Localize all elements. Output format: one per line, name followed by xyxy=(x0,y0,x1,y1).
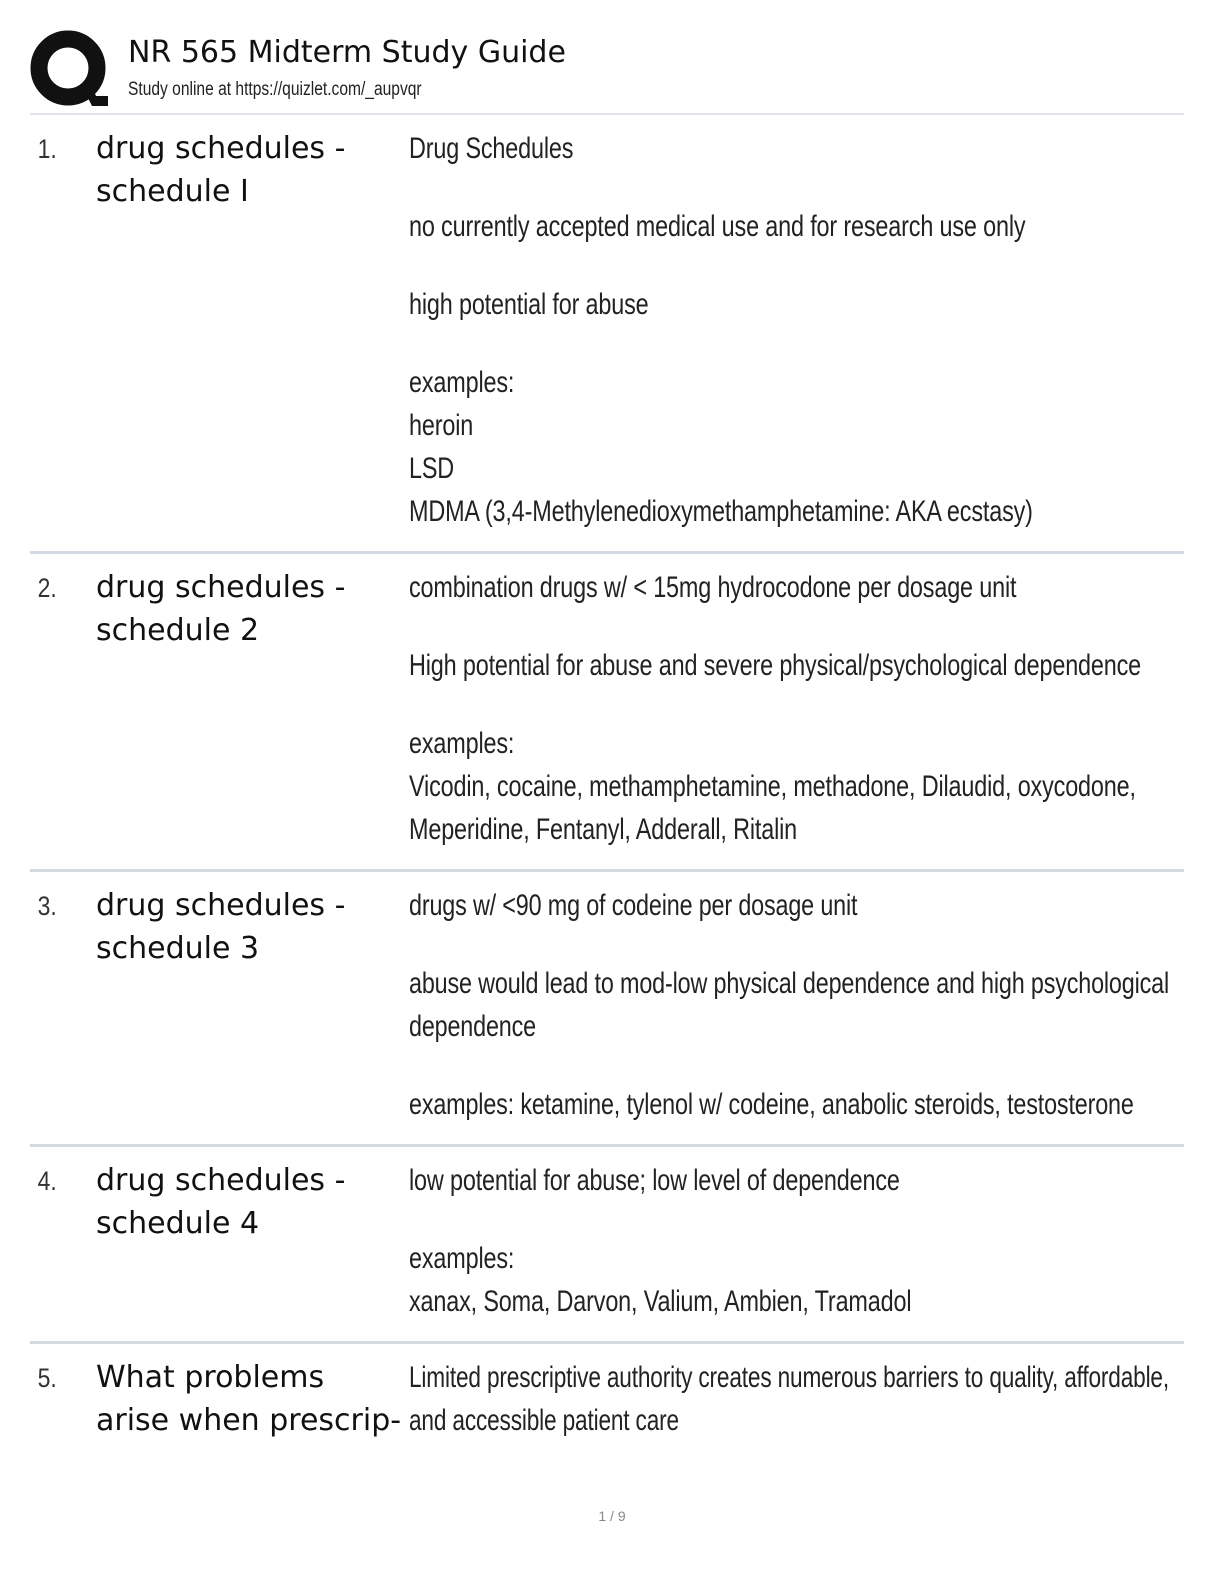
term-line: drug schedules - xyxy=(96,888,346,923)
card-definition xyxy=(409,1147,1184,1341)
definition-line: Vicodin, cocaine, methamphetamine, methadone, Dilaudid, oxycodone, xyxy=(409,770,1136,803)
definition-line: no currently accepted medical use and for research use only xyxy=(409,210,1026,243)
card-number: 4. xyxy=(37,1166,57,1196)
card-term xyxy=(96,1147,409,1341)
card-definition xyxy=(409,115,1184,551)
definition-line: combination drugs w/ < 15mg hydrocodone per dosage unit xyxy=(409,571,1017,604)
card-definition xyxy=(409,554,1184,869)
term-line: schedule 4 xyxy=(96,1206,260,1241)
definition-spacer xyxy=(409,1048,1012,1083)
definition-line: high potential for abuse xyxy=(409,288,649,321)
card-term xyxy=(96,554,409,869)
term-line: schedule 2 xyxy=(96,613,260,648)
definition-line: examples: ketamine, tylenol w/ codeine, anabolic steroids, testosterone xyxy=(409,1088,1134,1121)
flashcard-row xyxy=(30,1344,1184,1460)
definition-line: and accessible patient care xyxy=(409,1404,679,1437)
card-number: 5. xyxy=(37,1363,57,1393)
definition-line: low potential for abuse; low level of dependence xyxy=(409,1164,900,1197)
definition-spacer xyxy=(409,170,1014,205)
definition-spacer xyxy=(409,1202,1014,1237)
definition-line: Drug Schedules xyxy=(409,132,574,165)
definition-line: examples: xyxy=(409,366,515,399)
term-line: What problems xyxy=(96,1360,325,1395)
card-definition xyxy=(409,1344,1184,1460)
definition-line: MDMA (3,4-Methylenedioxymethamphetamine: AKA ecstasy) xyxy=(409,495,1033,528)
page-header xyxy=(30,30,1184,114)
term-line: schedule 3 xyxy=(96,931,260,966)
card-number: 1. xyxy=(37,134,57,164)
definition-line: abuse would lead to mod-low physical dependence and high psychological xyxy=(409,967,1169,1000)
definition-line: examples: xyxy=(409,727,515,760)
flashcard-list xyxy=(30,115,1184,1460)
flashcard-row xyxy=(30,872,1184,1147)
definition-spacer xyxy=(409,326,1014,361)
card-number: 2. xyxy=(37,573,57,603)
definition-line: drugs w/ <90 mg of codeine per dosage unit xyxy=(409,889,858,922)
card-term xyxy=(96,115,409,551)
page-title: NR 565 Midterm Study Guide xyxy=(128,35,566,70)
card-definition xyxy=(409,872,1184,1144)
definition-spacer xyxy=(409,927,1012,962)
card-term xyxy=(96,872,409,1144)
definition-spacer xyxy=(409,609,1014,644)
definition-line: Meperidine, Fentanyl, Adderall, Ritalin xyxy=(409,813,798,846)
definition-line: heroin xyxy=(409,409,474,442)
card-number: 3. xyxy=(37,891,57,921)
page-number: 1 / 9 xyxy=(598,1508,626,1524)
definition-spacer xyxy=(409,687,1014,722)
term-line: arise when prescrip- xyxy=(96,1403,402,1438)
term-line: schedule I xyxy=(96,174,249,209)
term-line: drug schedules - xyxy=(96,570,346,605)
definition-spacer xyxy=(409,248,1014,283)
flashcard-row xyxy=(30,115,1184,554)
definition-line: xanax, Soma, Darvon, Valium, Ambien, Tramadol xyxy=(409,1285,912,1318)
definition-line: High potential for abuse and severe physical/psychological dependence xyxy=(409,649,1142,682)
definition-line: LSD xyxy=(409,452,455,485)
study-online-link[interactable]: Study online at https://quizlet.com/_aupvqr xyxy=(128,79,422,100)
term-line: drug schedules - xyxy=(96,1163,346,1198)
definition-line: examples: xyxy=(409,1242,515,1275)
definition-line: Limited prescriptive authority creates numerous barriers to quality, affordable, xyxy=(409,1361,1169,1394)
definition-line: dependence xyxy=(409,1010,536,1043)
quizlet-q-logo-icon xyxy=(30,30,110,108)
card-term xyxy=(96,1344,409,1460)
flashcard-row xyxy=(30,1147,1184,1344)
flashcard-row xyxy=(30,554,1184,872)
term-line: drug schedules - xyxy=(96,131,346,166)
